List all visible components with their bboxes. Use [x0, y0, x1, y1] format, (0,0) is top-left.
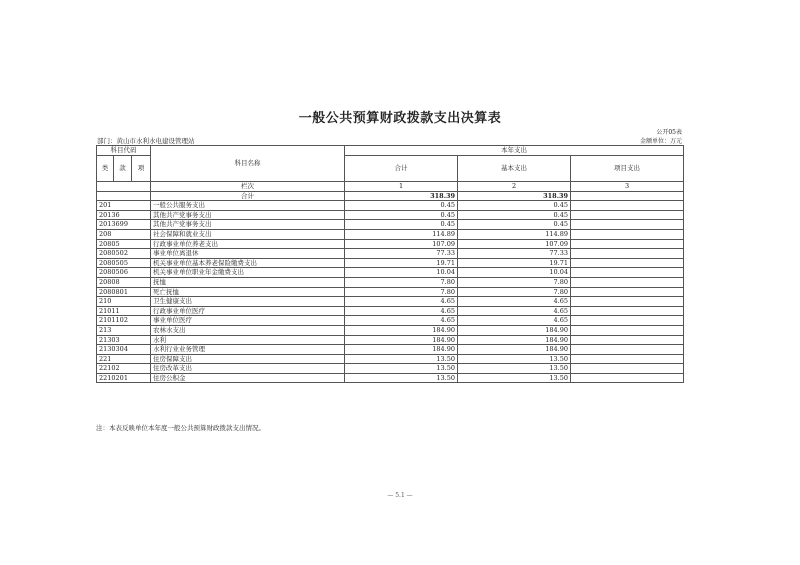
- row-name: 事业单位离退休: [151, 249, 345, 259]
- row-name: 机关事业单位职业年金缴费支出: [151, 268, 345, 278]
- row-code: 2130304: [97, 345, 151, 355]
- column-index-2: 2: [458, 182, 571, 192]
- row-name: 机关事业单位基本养老保险缴费支出: [151, 258, 345, 268]
- row-name: 住房改革支出: [151, 364, 345, 374]
- row-code: 2101102: [97, 316, 151, 326]
- row-name: 行政事业单位医疗: [151, 306, 345, 316]
- page-title: 一般公共预算财政拨款支出决算表: [298, 111, 502, 126]
- row-project: [571, 249, 684, 259]
- row-total: 184.90: [345, 335, 458, 345]
- row-code: 20136: [97, 210, 151, 220]
- row-code: 221: [97, 354, 151, 364]
- row-code: 213: [97, 325, 151, 335]
- table-row: [97, 335, 684, 345]
- table-row: [97, 306, 684, 316]
- total-row-blank: [97, 191, 151, 201]
- column-index-3: 3: [571, 182, 684, 192]
- row-project: [571, 268, 684, 278]
- department-label: 部门：黄山市水利水电建设管理站: [97, 137, 195, 145]
- table-row: [97, 268, 684, 278]
- form-number: 公开05表: [656, 129, 682, 136]
- header-total: 合计: [345, 156, 458, 182]
- row-basic: 184.90: [458, 325, 571, 335]
- row-name: 住房公积金: [151, 373, 345, 383]
- row-basic: 107.09: [458, 239, 571, 249]
- table-row: [97, 316, 684, 326]
- row-total: 4.65: [345, 297, 458, 307]
- table-row: [97, 210, 684, 220]
- header-code: 科目代码: [97, 146, 151, 156]
- header-project: 项目支出: [571, 156, 684, 182]
- table-row: [97, 258, 684, 268]
- row-code: 201: [97, 201, 151, 211]
- row-total: 13.50: [345, 373, 458, 383]
- row-project: [571, 316, 684, 326]
- header-lei: 类: [97, 156, 114, 182]
- row-total: 13.50: [345, 354, 458, 364]
- table-row: [97, 297, 684, 307]
- row-total: 19.71: [345, 258, 458, 268]
- table-row: [97, 287, 684, 297]
- row-code: 2080502: [97, 249, 151, 259]
- row-basic: 77.33: [458, 249, 571, 259]
- table-row: [97, 325, 684, 335]
- row-total: 7.80: [345, 287, 458, 297]
- row-project: [571, 306, 684, 316]
- row-code: 2080801: [97, 287, 151, 297]
- row-name: 抚恤: [151, 277, 345, 287]
- row-name: 行政事业单位养老支出: [151, 239, 345, 249]
- row-total: 13.50: [345, 364, 458, 374]
- row-project: [571, 258, 684, 268]
- row-code: 22102: [97, 364, 151, 374]
- row-total: 114.89: [345, 229, 458, 239]
- row-project: [571, 239, 684, 249]
- row-basic: 4.65: [458, 306, 571, 316]
- row-code: 2080505: [97, 258, 151, 268]
- footnote: 注：本表反映单位本年度一般公共预算财政拨款支出情况。: [96, 424, 265, 432]
- row-project: [571, 325, 684, 335]
- total-row-label: 合计: [151, 191, 345, 201]
- row-total: 184.90: [345, 345, 458, 355]
- row-project: [571, 354, 684, 364]
- expenditure-table: [96, 145, 684, 383]
- table-row: [97, 354, 684, 364]
- header-kuan: 款: [114, 156, 132, 182]
- row-code: 21011: [97, 306, 151, 316]
- row-total: 0.45: [345, 220, 458, 230]
- page-number: — 5.1 —: [387, 492, 413, 499]
- row-total: 4.65: [345, 316, 458, 326]
- row-name: 水利: [151, 335, 345, 345]
- row-code: 21303: [97, 335, 151, 345]
- row-basic: 184.90: [458, 345, 571, 355]
- total-row-basic: 318.39: [458, 191, 571, 201]
- row-code: 2013699: [97, 220, 151, 230]
- table-row: [97, 220, 684, 230]
- row-project: [571, 220, 684, 230]
- row-name: 一般公共服务支出: [151, 201, 345, 211]
- header-current-year: 本年支出: [345, 146, 684, 156]
- row-name: 其他共产党事务支出: [151, 210, 345, 220]
- row-basic: 7.80: [458, 277, 571, 287]
- row-total: 77.33: [345, 249, 458, 259]
- row-project: [571, 364, 684, 374]
- row-project: [571, 297, 684, 307]
- row-project: [571, 373, 684, 383]
- row-name: 社会保障和就业支出: [151, 229, 345, 239]
- row-basic: 114.89: [458, 229, 571, 239]
- row-total: 10.04: [345, 268, 458, 278]
- index-blank: [97, 182, 151, 192]
- row-project: [571, 345, 684, 355]
- row-code: 20808: [97, 277, 151, 287]
- row-name: 其他共产党事务支出: [151, 220, 345, 230]
- row-total: 7.80: [345, 277, 458, 287]
- row-total: 4.65: [345, 306, 458, 316]
- row-name: 水利行业业务管理: [151, 345, 345, 355]
- table-row: [97, 364, 684, 374]
- row-basic: 19.71: [458, 258, 571, 268]
- row-project: [571, 335, 684, 345]
- table-row: [97, 345, 684, 355]
- row-basic: 13.50: [458, 354, 571, 364]
- row-total: 184.90: [345, 325, 458, 335]
- header-name: 科目名称: [151, 146, 345, 182]
- table-row: [97, 277, 684, 287]
- row-name: 住房保障支出: [151, 354, 345, 364]
- row-basic: 7.80: [458, 287, 571, 297]
- row-name: 事业单位医疗: [151, 316, 345, 326]
- header-xiang: 项: [132, 156, 151, 182]
- column-index-1: 1: [345, 182, 458, 192]
- total-row-project: [571, 191, 684, 201]
- row-total: 0.45: [345, 201, 458, 211]
- row-code: 2210201: [97, 373, 151, 383]
- table-row: [97, 239, 684, 249]
- table-row: [97, 201, 684, 211]
- row-basic: 184.90: [458, 335, 571, 345]
- row-code: 2080506: [97, 268, 151, 278]
- row-name: 死亡抚恤: [151, 287, 345, 297]
- row-basic: 4.65: [458, 316, 571, 326]
- amount-unit-label: 金额单位：万元: [639, 138, 682, 145]
- table-row: [97, 373, 684, 383]
- row-basic: 10.04: [458, 268, 571, 278]
- column-index-label: 栏次: [151, 182, 345, 192]
- row-project: [571, 229, 684, 239]
- row-basic: 13.50: [458, 373, 571, 383]
- row-project: [571, 210, 684, 220]
- row-code: 20805: [97, 239, 151, 249]
- total-row-total: 318.39: [345, 191, 458, 201]
- row-basic: 0.45: [458, 210, 571, 220]
- row-total: 0.45: [345, 210, 458, 220]
- row-code: 210: [97, 297, 151, 307]
- row-project: [571, 287, 684, 297]
- row-project: [571, 201, 684, 211]
- row-name: 卫生健康支出: [151, 297, 345, 307]
- row-code: 208: [97, 229, 151, 239]
- row-basic: 13.50: [458, 364, 571, 374]
- row-basic: 4.65: [458, 297, 571, 307]
- row-total: 107.09: [345, 239, 458, 249]
- row-basic: 0.45: [458, 220, 571, 230]
- table-row: [97, 229, 684, 239]
- row-basic: 0.45: [458, 201, 571, 211]
- header-basic: 基本支出: [458, 156, 571, 182]
- row-name: 农林水支出: [151, 325, 345, 335]
- row-project: [571, 277, 684, 287]
- table-row: [97, 249, 684, 259]
